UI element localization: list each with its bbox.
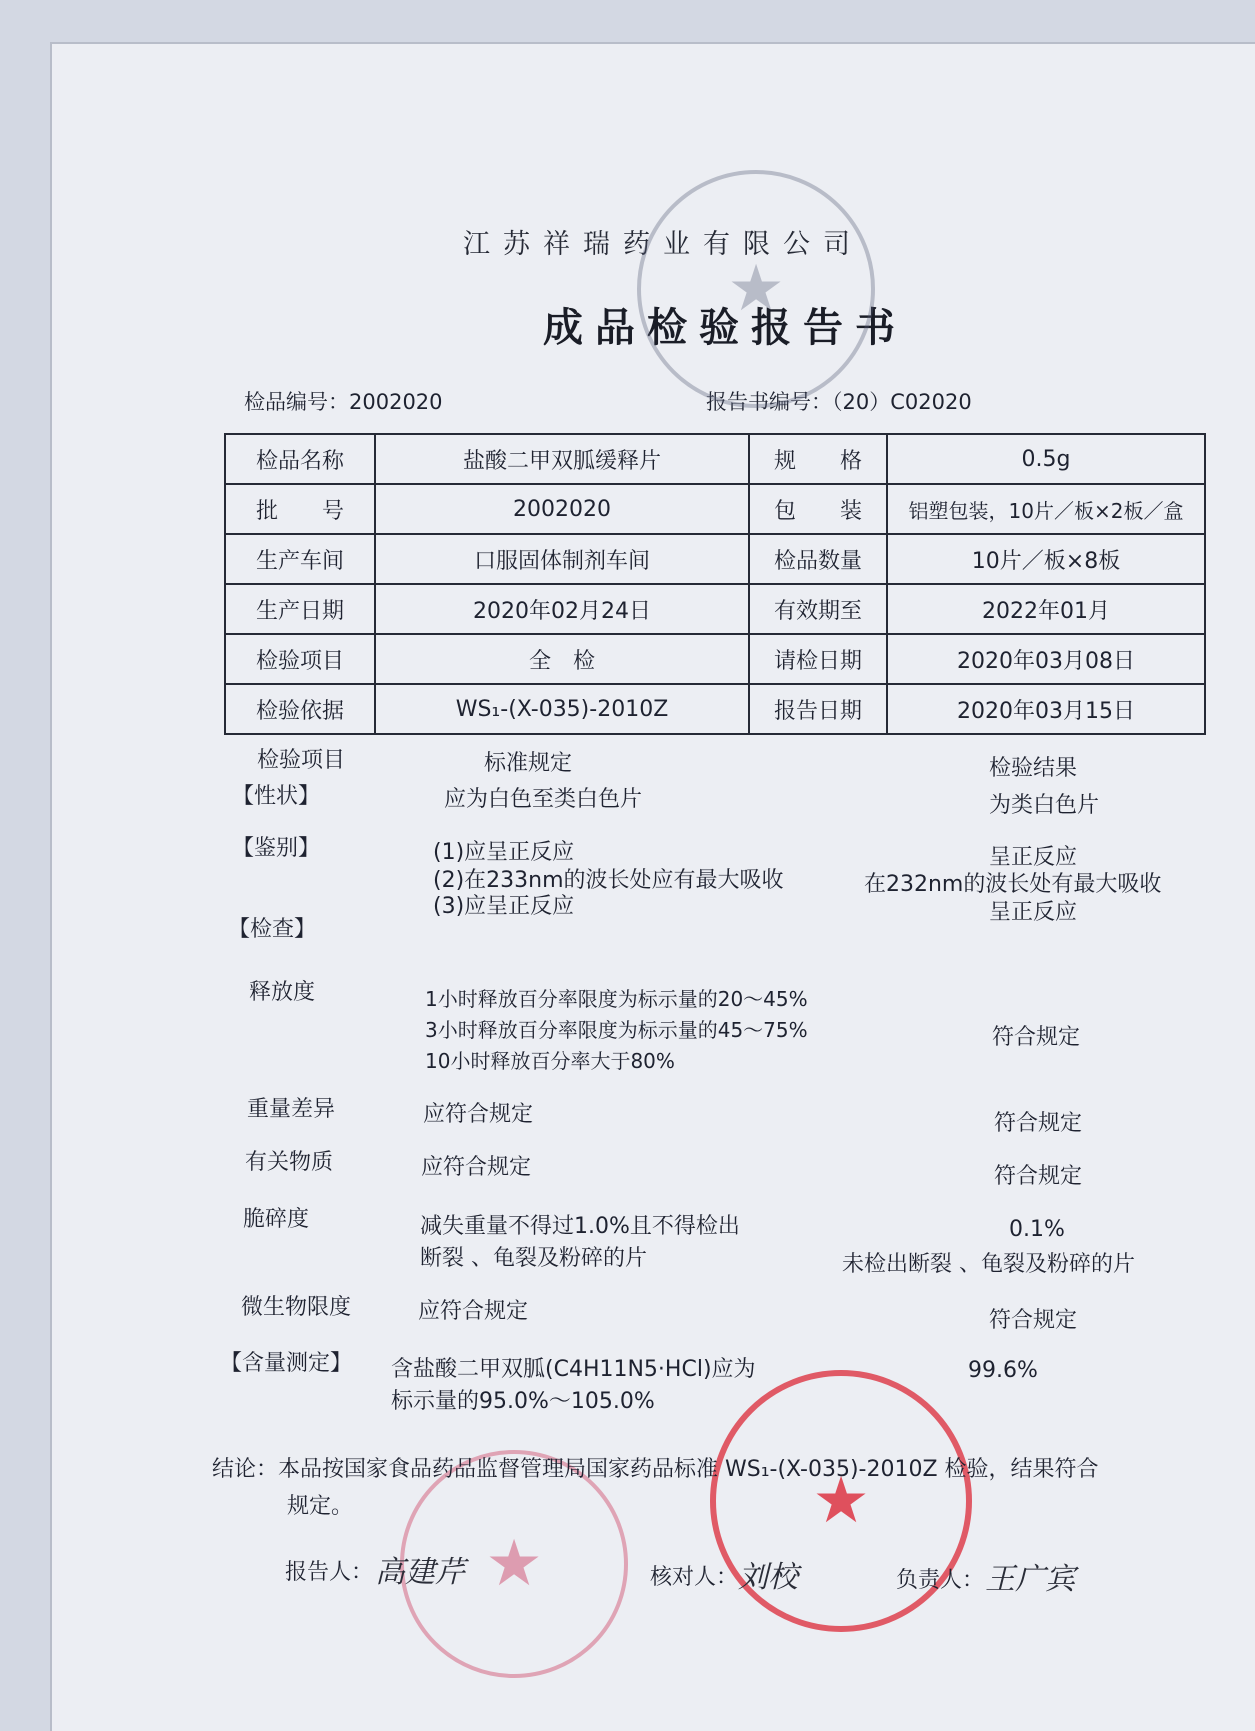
header-result: 检验结果 — [989, 756, 1078, 781]
label-cell: 批 号 — [225, 484, 375, 534]
company-name: 江苏祥瑞药业有限公司 — [463, 229, 863, 260]
report-number: 报告书编号：（20）C02020 — [706, 390, 972, 414]
result-text: 99.6% — [968, 1358, 1038, 1383]
product-info-table — [224, 433, 1206, 735]
result-text: 在232nm的波长处有最大吸收 — [864, 872, 1162, 897]
result-text: 符合规定 — [989, 1308, 1078, 1333]
table-row — [225, 484, 1205, 534]
standard-text: 应符合规定 — [423, 1102, 534, 1127]
value-cell: 2022年01月 — [887, 584, 1205, 634]
result-text: 呈正反应 — [989, 900, 1078, 925]
standard-text: 应符合规定 — [418, 1299, 529, 1324]
checker-label: 核对人： — [650, 1565, 739, 1590]
standard-text: 断裂 、龟裂及粉碎的片 — [420, 1246, 647, 1271]
standard-text: 标示量的95.0%～105.0% — [391, 1389, 655, 1414]
section-label: 【性状】 — [232, 784, 321, 809]
table-row — [225, 684, 1205, 734]
value-cell: 0.5g — [887, 434, 1205, 484]
label-cell: 检验依据 — [225, 684, 375, 734]
table-row — [225, 584, 1205, 634]
value-cell: 10片／板×8板 — [887, 534, 1205, 584]
star-icon: ★ — [485, 1527, 543, 1601]
item-label: 释放度 — [249, 980, 316, 1005]
conclusion-line-2: 规定。 — [287, 1494, 354, 1519]
standard-text: (3)应呈正反应 — [433, 894, 575, 919]
result-text: 符合规定 — [994, 1164, 1083, 1189]
value-cell: 2020年03月08日 — [887, 634, 1205, 684]
reporter-signature: 高建芹 — [375, 1555, 465, 1590]
standard-text: (2)在233nm的波长处应有最大吸收 — [433, 868, 784, 893]
label-cell: 报告日期 — [749, 684, 887, 734]
label-cell: 生产车间 — [225, 534, 375, 584]
star-icon: ★ — [812, 1464, 870, 1538]
label-cell: 检品名称 — [225, 434, 375, 484]
quality-dept-stamp-faint — [637, 170, 875, 408]
label-cell: 生产日期 — [225, 584, 375, 634]
header-item: 检验项目 — [257, 748, 346, 773]
reporter-label: 报告人： — [285, 1560, 374, 1585]
responsible-label: 负责人： — [896, 1568, 985, 1593]
value-cell: 盐酸二甲双胍缓释片 — [375, 434, 749, 484]
section-label: 【鉴别】 — [232, 836, 321, 861]
standard-text: 应为白色至类白色片 — [444, 787, 643, 812]
item-label: 微生物限度 — [241, 1295, 352, 1320]
checker-signature: 刘校 — [738, 1560, 798, 1595]
standard-text: 减失重量不得过1.0%且不得检出 — [420, 1214, 740, 1239]
standard-text: 含盐酸二甲双胍(C4H11N5·HCl)应为 — [391, 1357, 756, 1382]
responsible-signature: 王广宾 — [985, 1562, 1075, 1597]
label-cell: 检验项目 — [225, 634, 375, 684]
result-text: 符合规定 — [992, 1025, 1081, 1050]
label-cell: 有效期至 — [749, 584, 887, 634]
value-cell: WS₁-(X-035)-2010Z — [375, 684, 749, 734]
label-cell: 检品数量 — [749, 534, 887, 584]
table-row — [225, 634, 1205, 684]
standard-text: 3小时释放百分率限度为标示量的45～75% — [425, 1018, 808, 1042]
table-row — [225, 534, 1205, 584]
standard-text: 1小时释放百分率限度为标示量的20～45% — [425, 987, 808, 1011]
value-cell: 2020年03月15日 — [887, 684, 1205, 734]
item-label: 脆碎度 — [243, 1207, 310, 1232]
value-cell: 铝塑包装，10片／板×2板／盒 — [887, 484, 1205, 534]
result-text: 未检出断裂 、龟裂及粉碎的片 — [842, 1252, 1135, 1277]
conclusion-line-1: 结论：本品按国家食品药品监督管理局国家药品标准 WS₁-(X-035)-2010Z 检验，结果符合 — [212, 1457, 1099, 1482]
standard-text: 应符合规定 — [421, 1155, 532, 1180]
item-label: 重量差异 — [247, 1097, 336, 1122]
result-text: 0.1% — [1009, 1217, 1065, 1242]
value-cell: 全 检 — [375, 634, 749, 684]
label-cell: 包 装 — [749, 484, 887, 534]
table-row — [225, 434, 1205, 484]
header-standard: 标准规定 — [484, 751, 573, 776]
result-text: 符合规定 — [994, 1111, 1083, 1136]
document-title: 成品检验报告书 — [543, 305, 907, 351]
label-cell: 请检日期 — [749, 634, 887, 684]
star-icon: ★ — [727, 252, 785, 326]
standard-text: 10小时释放百分率大于80% — [425, 1049, 675, 1073]
result-text: 呈正反应 — [989, 845, 1078, 870]
sample-number: 检品编号：2002020 — [244, 390, 443, 414]
item-label: 有关物质 — [245, 1150, 334, 1175]
section-label: 【检查】 — [228, 917, 317, 942]
value-cell: 2002020 — [375, 484, 749, 534]
label-cell: 规 格 — [749, 434, 887, 484]
result-text: 为类白色片 — [989, 793, 1100, 818]
section-label: 【含量测定】 — [220, 1351, 353, 1376]
standard-text: (1)应呈正反应 — [433, 840, 575, 865]
value-cell: 2020年02月24日 — [375, 584, 749, 634]
value-cell: 口服固体制剂车间 — [375, 534, 749, 584]
